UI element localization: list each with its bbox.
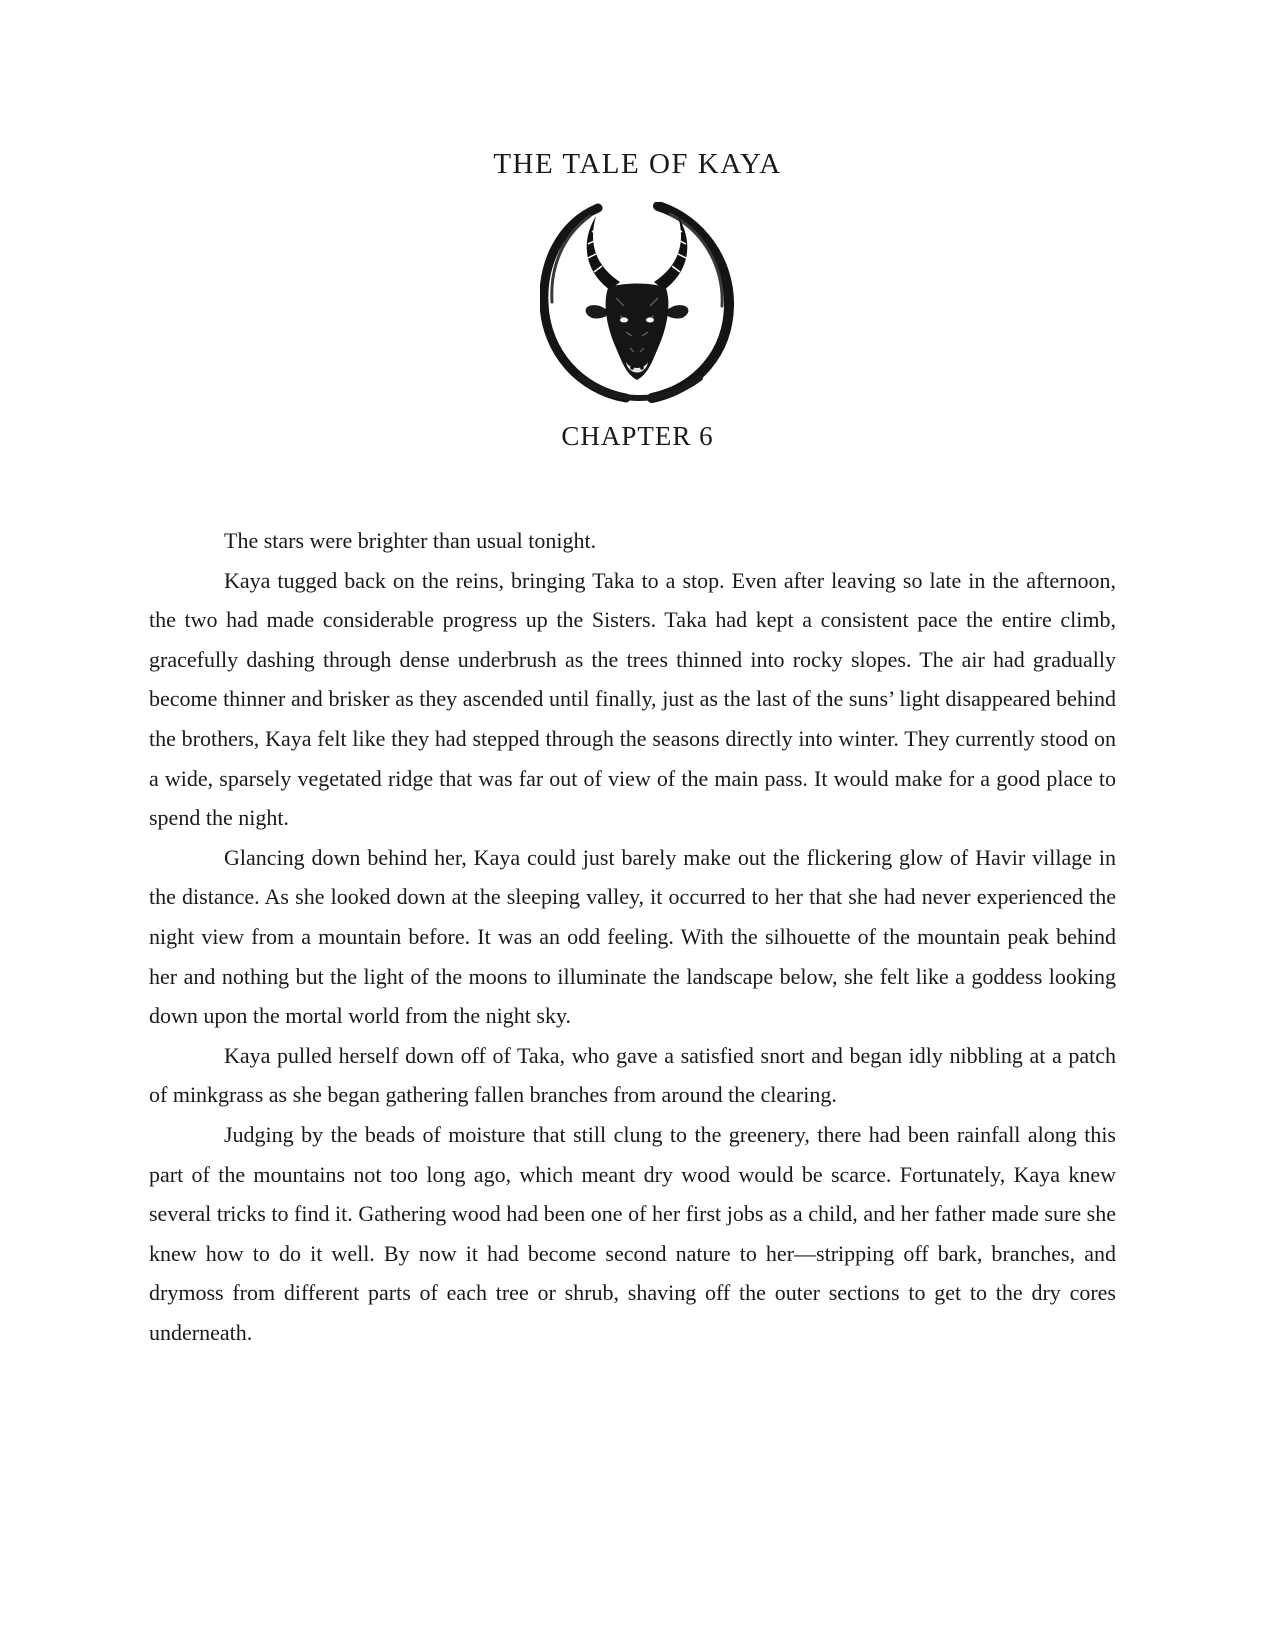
- paragraph: Glancing down behind her, Kaya could just barely make out the flickering glow of Havir village in the distance. As she looked down at the sleeping valley, it occurred to her that she had never experienced the night view from a mountain before. It was an odd feeling. With the silhouette of the mountain peak behind her and nothing but the light of the moons to illuminate the landscape below, she felt like a goddess looking down upon the mortal world from the night sky.: [149, 844, 1116, 1029]
- paragraph: Kaya pulled herself down off of Taka, who gave a satisfied snort and began idly nibbling at a patch of minkgrass as she began gathering fallen branches from around the clearing.: [149, 1042, 1116, 1108]
- chapter-body: [149, 521, 1116, 1352]
- horned-bull-head-emblem-icon: [540, 202, 734, 406]
- paragraph: Judging by the beads of moisture that still clung to the greenery, there had been rainfall along this part of the mountains not too long ago, which meant dry wood would be scarce. Fortunately, Kaya knew several tricks to find it. Gathering wood had been one of her first jobs as a child, and her father made sure she knew how to do it well. By now it had become second nature to her—stripping off bark, branches, and drymoss from different parts of each tree or shrub, shaving off the outer sections to get to the dry cores underneath.: [149, 1121, 1116, 1345]
- paragraph: The stars were brighter than usual tonight.: [224, 528, 597, 553]
- paragraph: Kaya tugged back on the reins, bringing Taka to a stop. Even after leaving so late in the afternoon, the two had made considerable progress up the Sisters. Taka had kept a consistent pace the entire climb, gracefully dashing through dense underbrush as the trees thinned into rocky slopes. The air had gradually become thinner and brisker as they ascended until finally, just as the last of the suns’ light disappeared behind the brothers, Kaya felt like they had stepped through the seasons directly into winter. They currently stood on a wide, sparsely vegetated ridge that was far out of view of the main pass. It would make for a good place to spend the night.: [149, 567, 1116, 831]
- book-title: THE TALE OF KAYA: [493, 148, 782, 180]
- chapter-title: CHAPTER 6: [561, 421, 714, 451]
